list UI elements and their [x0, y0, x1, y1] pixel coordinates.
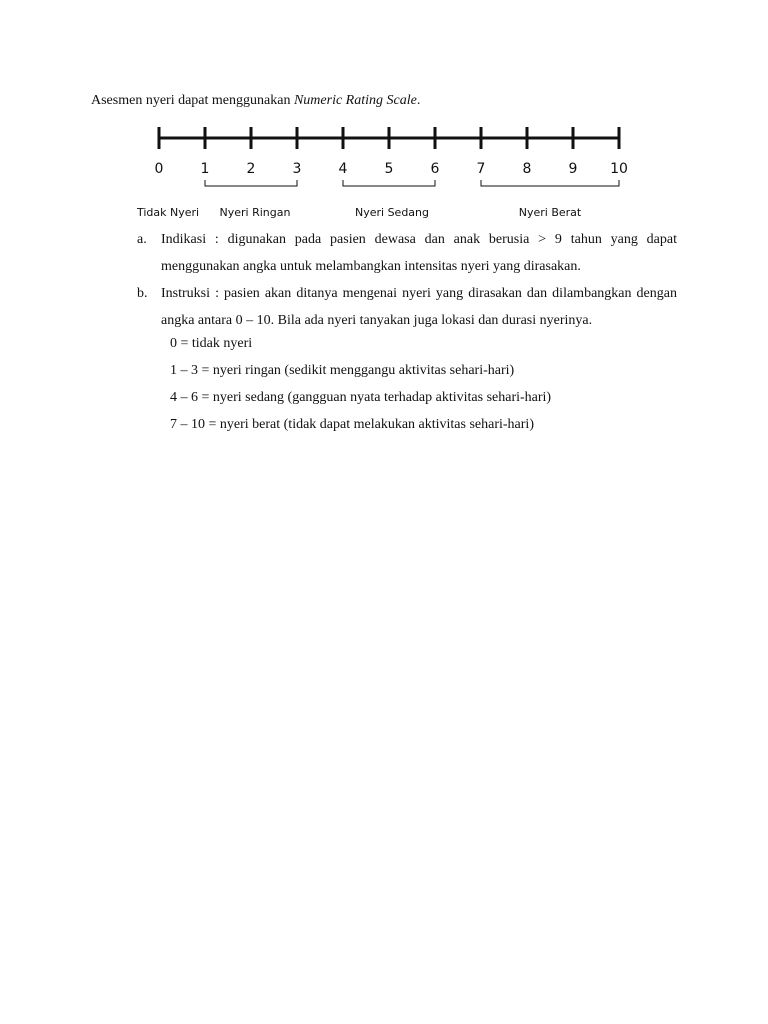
- scale-category-label: Nyeri Berat: [518, 206, 582, 219]
- scale-categories: [136, 206, 582, 219]
- level-line: 7 – 10 = nyeri berat (tidak dapat melakukan aktivitas sehari-hari): [170, 417, 534, 432]
- scale-numbers: [155, 161, 628, 177]
- scale-bracket-3: [481, 180, 619, 186]
- list-item-text: Indikasi : digunakan pada pasien dewasa dan anak berusia > 9 tahun yang dapat menggunakan angka untuk melambangkan intensitas nyeri yang dirasakan.: [161, 232, 677, 274]
- scale-number-8: 8: [522, 161, 532, 177]
- list-item: [137, 226, 677, 280]
- scale-number-0: 0: [154, 161, 164, 177]
- list-marker: b.: [137, 286, 148, 301]
- scale-number-5: 5: [384, 161, 394, 177]
- scale-category-label: Nyeri Ringan: [219, 206, 291, 219]
- level-line: 1 – 3 = nyeri ringan (sedikit menggangu aktivitas sehari-hari): [170, 363, 515, 378]
- scale-number-3: 3: [292, 161, 302, 177]
- instruction-list: [137, 226, 677, 334]
- intro-term: Numeric Rating Scale: [293, 93, 417, 108]
- scale-number-2: 2: [246, 161, 256, 177]
- pain-level-definitions: [170, 330, 551, 438]
- scale-number-10: 10: [610, 161, 628, 177]
- list-marker: a.: [137, 232, 147, 247]
- scale-bracket-2: [343, 180, 435, 186]
- scale-number-1: 1: [200, 161, 210, 177]
- level-line: 4 – 6 = nyeri sedang (gangguan nyata terhadap aktivitas sehari-hari): [170, 390, 552, 405]
- scale-category-label: Nyeri Sedang: [354, 206, 430, 219]
- scale-brackets: [205, 180, 619, 186]
- scale-category-label: Tidak Nyeri: [136, 206, 200, 219]
- scale-number-9: 9: [568, 161, 578, 177]
- list-item: [137, 280, 677, 334]
- intro-text: Asesmen nyeri dapat menggunakan: [91, 93, 294, 108]
- scale-bracket-1: [205, 180, 297, 186]
- list-item-text: Instruksi : pasien akan ditanya mengenai nyeri yang dirasakan dan dilambangkan dengan angka antara 0 – 10. Bila ada nyeri tanyakan juga lokasi dan durasi nyerinya.: [161, 286, 677, 328]
- scale-number-4: 4: [338, 161, 348, 177]
- level-line: 0 = tidak nyeri: [170, 336, 253, 351]
- scale-number-7: 7: [476, 161, 486, 177]
- intro-suffix: .: [416, 93, 421, 108]
- scale-number-6: 6: [430, 161, 440, 177]
- numeric-rating-scale: [0, 0, 768, 230]
